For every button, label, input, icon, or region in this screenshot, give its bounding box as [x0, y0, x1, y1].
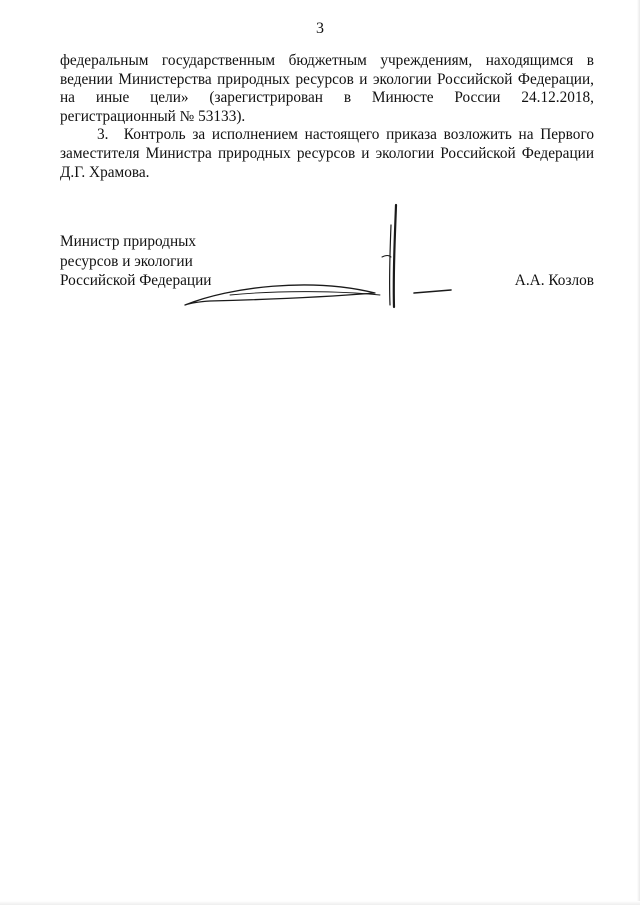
signer-title-line-1: Министр природных [60, 233, 197, 250]
signer-title [60, 232, 211, 291]
signature-block [60, 232, 594, 322]
scan-bottom-shadow [0, 901, 640, 905]
document-body [60, 52, 594, 182]
signer-title-line-3: Российской Федерации [60, 272, 212, 289]
paragraph-continuation: федеральным государственным бюджетным учреждениям, находящимся в ведении Министерства природных ресурсов и экологии Российской Федерации, на иные цели» (зарегистрирован в Минюсте России 24.12.2018, регистрационный № 53133). [60, 52, 594, 125]
signer-name: А.А. Козлов [514, 272, 594, 289]
signer-title-line-2: ресурсов и экологии [60, 252, 193, 270]
paragraph-item-3: 3. Контроль за исполнением настоящего приказа возложить на Первого заместителя Министра природных ресурсов и экологии Российской Федерации Д.Г. Храмова. [60, 126, 594, 181]
page-number: 3 [316, 20, 324, 37]
